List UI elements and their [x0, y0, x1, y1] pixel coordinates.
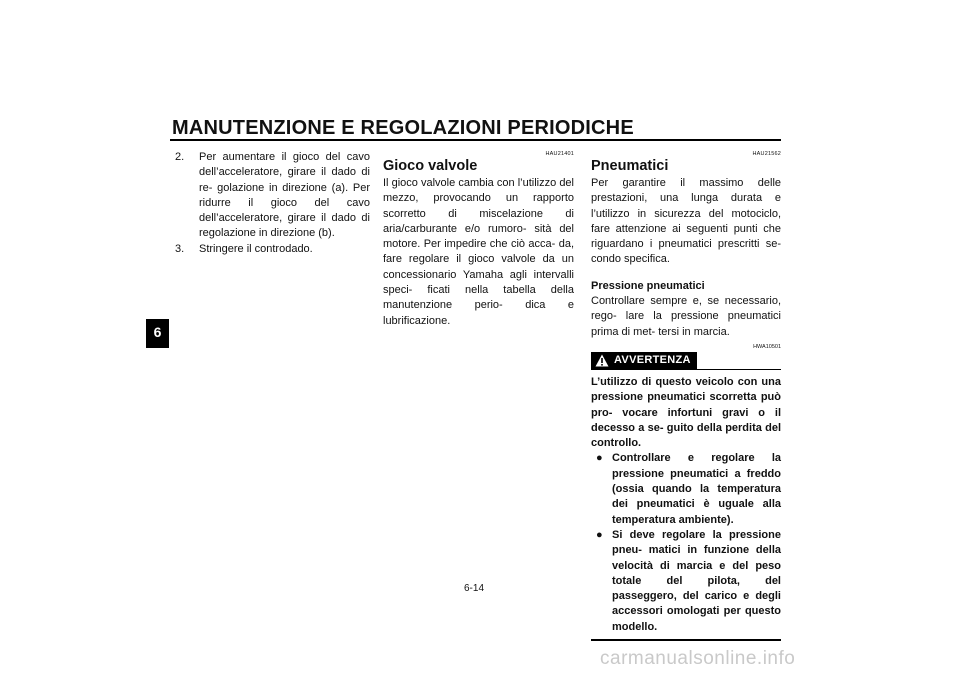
warning-label-box	[591, 352, 697, 370]
warning-bullet	[591, 528, 781, 635]
bullet-text: Si deve regolare la pressione pneu- matici in funzione della velocità di marcia e del peso totale del pilota, del passeggero, del carico e degli accessori omologati per questo modello.	[612, 528, 781, 633]
title-rule	[170, 139, 781, 141]
step-number: 3.	[175, 242, 185, 255]
step-3	[175, 242, 370, 257]
chapter-tab: 6	[146, 319, 169, 348]
bullet-dot-icon: ●	[596, 528, 603, 541]
watermark: carmanualsonline.info	[600, 648, 796, 669]
warning-header-rule	[697, 369, 781, 370]
sub-heading-tire-pressure: Pressione pneumatici	[591, 279, 705, 292]
step-text: Per aumentare il gioco del cavo dell’acceleratore, girare il dado di re- golazione in direzione (a). Per ridurre il gioco del cavo dell’acceleratore, girare il dado di regolazione in direzione (b).	[199, 151, 370, 240]
column-right	[591, 150, 781, 641]
section-intro: Per garantire il massimo delle prestazioni, una lunga durata e l’utilizzo in sicurezza del motociclo, fare attenzione ai seguenti punti che riguardano i pneumatici prescritti se- condo specifica.	[591, 177, 781, 266]
step-text: Stringere il controdado.	[199, 242, 313, 255]
warning-bullet	[591, 451, 781, 527]
section-body: Il gioco valvole cambia con l’utilizzo del mezzo, provocando un rapporto scorretto di miscelazione di aria/carburante e/o rumoro- sità del motore. Per impedire che ciò acca- da, fare regolare il gioco valvole da un concessionario Yamaha agli intervalli speci- ficati nella tabella della manutenzione perio- dica e lubrificazione.	[383, 177, 574, 327]
warning-code: HWA10501	[753, 343, 781, 350]
warning-body: L’utilizzo di questo veicolo con una pressione pneumatici scorretta può pro- vocare infortuni gravi o il decesso a se- guito della perdita del controllo.	[591, 375, 781, 450]
warning-triangle-icon	[595, 354, 609, 367]
section-heading-valve-clearance: Gioco valvole	[383, 158, 478, 174]
section-heading-tires: Pneumatici	[591, 158, 669, 174]
section-code: HAU21401	[545, 151, 574, 157]
column-left	[175, 150, 370, 257]
warning-label: AVVERTENZA	[614, 354, 691, 367]
bullet-dot-icon: ●	[596, 452, 603, 465]
column-middle	[383, 150, 574, 329]
bullet-text: Controllare e regolare la pressione pneumatici a freddo (ossia quando la temperatura dei pneumatici è uguale alla temperatura ambiente).	[612, 452, 781, 526]
page-title: MANUTENZIONE E REGOLAZIONI PERIODICHE	[172, 117, 634, 139]
warning-end-rule	[591, 639, 781, 641]
page-number: 6-14	[464, 583, 485, 594]
section-code: HAU21562	[752, 151, 781, 157]
warning-header	[591, 352, 781, 370]
step-2	[175, 150, 370, 242]
step-number: 2.	[175, 151, 185, 163]
sub-body: Controllare sempre e, se necessario, rego- lare la pressione pneumatici prima di met- tersi in marcia.	[591, 295, 781, 338]
